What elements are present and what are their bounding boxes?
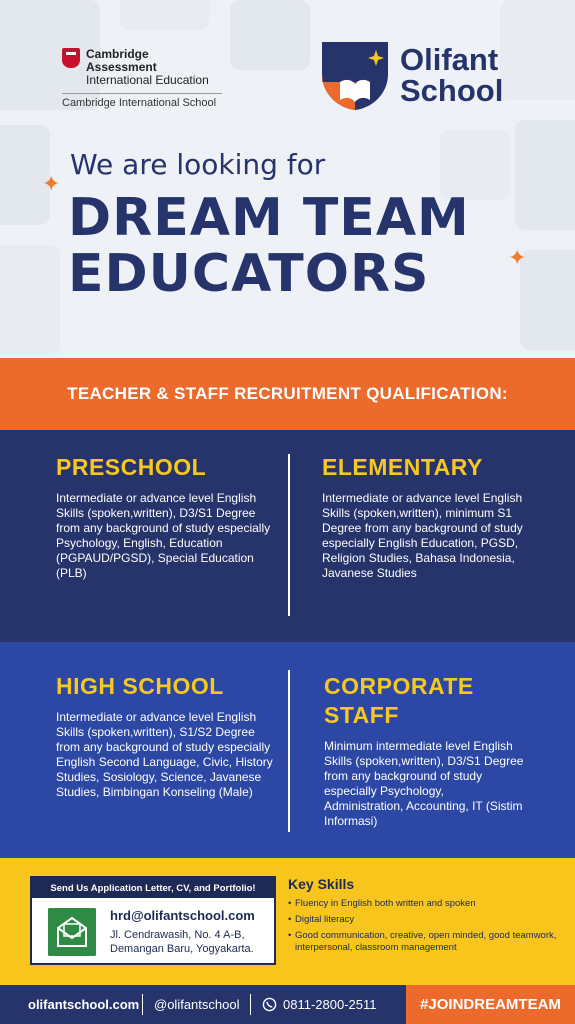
hero-section — [0, 0, 575, 358]
list-item: • Good communication, creative, open minded, good teamwork, interpersonal, classroom management — [288, 930, 563, 954]
position-title: ELEMENTARY — [322, 454, 483, 480]
website-text: olifantschool.com — [28, 997, 140, 1012]
hashtag-badge: #JOINDREAMTEAM — [406, 985, 575, 1024]
cambridge-logo — [62, 48, 222, 109]
email-link[interactable]: hrd@olifantschool.com — [110, 908, 255, 923]
bg-tile — [500, 0, 575, 100]
headline-line1: DREAM TEAM — [68, 188, 470, 248]
bg-tile — [515, 120, 575, 230]
address-line2: Demangan Baru, Yogyakarta. — [110, 943, 254, 955]
phone-text: 0811-2800-2511 — [283, 997, 377, 1012]
cambridge-shield-icon — [62, 48, 80, 68]
column-divider — [288, 454, 290, 616]
olifant-shield-icon — [318, 38, 392, 112]
sparkle-icon: ✦ — [42, 172, 61, 197]
position-highschool — [56, 672, 278, 800]
key-skills-heading: Key Skills — [288, 876, 355, 892]
position-desc: Intermediate or advance level English Skills (spoken,written), S1/S2 Degree from any background of study especially English Second Language, Civic, History Studies, Sosiology, Science, Javanese Studies, Bimbingan Konseling (Male) — [56, 710, 273, 799]
qualification-banner — [0, 358, 575, 430]
olifant-logo — [318, 38, 503, 112]
website-link[interactable] — [28, 985, 139, 1024]
position-desc: Intermediate or advance level English Skills (spoken,written), D3/S1 Degree from any background of study especially Psychology, English, Education (PGPAUD/PGSD), Special Education (PLB) — [56, 491, 271, 580]
address — [110, 928, 254, 956]
bg-tile — [230, 0, 310, 70]
position-corporate-staff — [324, 672, 524, 829]
mail-icon — [48, 908, 96, 956]
headline — [68, 190, 470, 302]
address-line1: Jl. Cendrawasih, No. 4 A-B, — [110, 929, 245, 941]
apply-heading: Send Us Application Letter, CV, and Portfolio! — [32, 878, 274, 898]
position-title: PRESCHOOL — [56, 454, 207, 480]
phone-link[interactable] — [262, 985, 377, 1024]
position-elementary — [322, 453, 542, 581]
school-name-line2: School — [400, 73, 504, 108]
instagram-text: @olifantschool — [154, 997, 240, 1012]
list-item: • Digital literacy — [288, 914, 563, 926]
footer-separator — [250, 994, 251, 1015]
tagline: We are looking for — [70, 148, 326, 181]
position-desc: Minimum intermediate level English Skills (spoken,written), D3/S1 Degree from any background of study especially Psychology, Administration, Accounting, IT (Sistim Informasi) — [324, 739, 524, 828]
position-desc: Intermediate or advance level English Skills (spoken,written), minimum S1 Degree from any background of study especially English Education, PGSD, Religion Studies, Bahasa Indonesia, Javanese Studies — [322, 491, 523, 580]
banner-text: TEACHER & STAFF RECRUITMENT QUALIFICATION: — [67, 384, 508, 403]
cambridge-subtitle: Cambridge International School — [62, 93, 222, 109]
application-box — [30, 876, 276, 965]
instagram-link[interactable] — [154, 985, 239, 1024]
column-divider — [288, 670, 290, 832]
cambridge-title: Cambridge Assessment — [86, 47, 157, 74]
position-title: HIGH SCHOOL — [56, 673, 224, 699]
whatsapp-icon — [262, 997, 277, 1012]
key-skills — [288, 876, 563, 958]
position-preschool — [56, 453, 276, 581]
bg-tile — [0, 245, 60, 355]
bg-tile — [520, 250, 575, 350]
key-skills-list — [288, 898, 563, 954]
school-name-line1: Olifant — [400, 42, 499, 77]
headline-line2: EDUCATORS — [68, 244, 430, 304]
position-title: CORPORATE STAFF — [324, 673, 474, 728]
sparkle-icon: ✦ — [508, 246, 527, 271]
bg-tile — [120, 0, 210, 30]
list-item: • Fluency in English both written and spoken — [288, 898, 563, 910]
cambridge-title-line2: International Education — [86, 73, 209, 87]
footer-separator — [142, 994, 143, 1015]
